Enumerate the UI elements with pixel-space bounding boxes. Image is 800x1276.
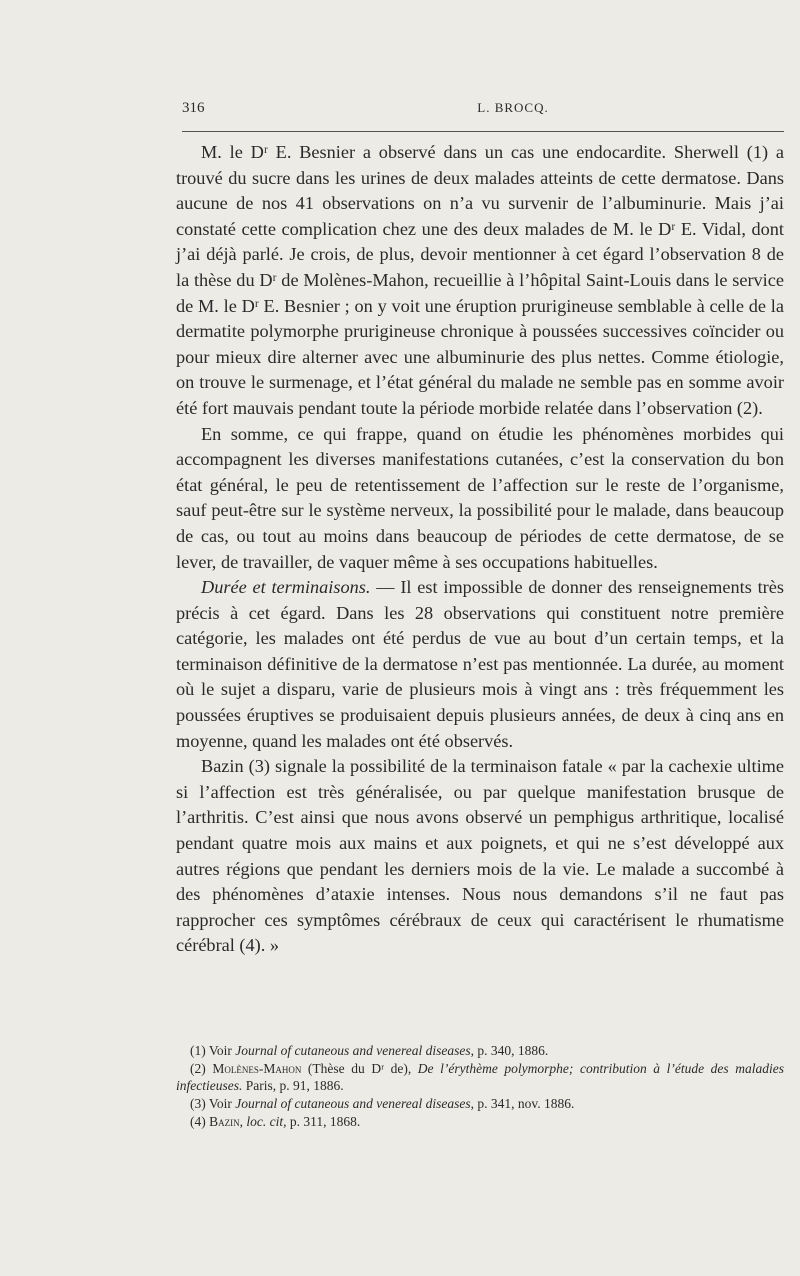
footnote-title: Journal of cutaneous and venereal diseases xyxy=(235,1096,471,1112)
body-text xyxy=(176,140,784,959)
footnote-suffix: , p. 340, 1886. xyxy=(470,1043,549,1058)
footnote-1 xyxy=(176,1042,784,1060)
footnotes xyxy=(176,1042,784,1131)
page-number: 316 xyxy=(182,100,205,116)
paragraph-summary: En somme, ce qui frappe, quand on étudie les phénomènes morbides qui accompagnent les diverses manifestations cutanées, c’est la conservation du bon état général, le peu de retentissement de l’affection sur le reste de l’organisme, sauf peut-être sur le système nerveux, la possibilité pour le malade, dans beaucoup de cas, ou tout au moins dans beaucoup de périodes de cette dermatose, de se lever, de travailler, de vaquer même à ses occupations habituelles. xyxy=(176,423,784,572)
footnote-title: De l’érythème polymorphe; contribution à l’étude des maladies infectieuses. xyxy=(176,1060,785,1094)
footnote-title: Journal of cutaneous and venereal diseases xyxy=(235,1043,471,1058)
header-rule xyxy=(182,131,784,132)
footnote-prefix: Voir xyxy=(208,1043,232,1058)
footnote-author: Molènes-Mahon xyxy=(212,1060,302,1076)
paragraph-bazin: Bazin (3) signale la possibilité de la terminaison fatale « par la cachexie ultime si l’affection est très généralisée, ou par quelque manifestation brusque de l’arthritis. C’est ainsi que nous avons observé un pemphigus arthritique, localisé pendant quatre mois aux mains et aux poignets, et qui ne s’est développé aux autres régions que pendant les derniers mois de la vie. Le malade a succombé à des phénomènes d’ataxie intenses. Nous nous demandons s’il ne faut pas rapprocher ces symptômes cérébraux de ceux qui caractérisent le rhumatisme cérébral (4). » xyxy=(176,756,784,956)
footnote-2 xyxy=(176,1060,784,1095)
footnote-number: (2) xyxy=(190,1060,206,1076)
section-heading: Durée et terminaisons. xyxy=(201,577,371,598)
footnote-number: (1) xyxy=(190,1043,206,1058)
footnote-suffix: Paris, p. 91, 1886. xyxy=(242,1078,344,1094)
footnote-number: (3) xyxy=(190,1096,206,1112)
footnote-3 xyxy=(176,1095,784,1113)
footnote-4 xyxy=(176,1113,784,1131)
footnote-middle: (Thèse du Dʳ de), xyxy=(301,1060,418,1076)
footnote-title: loc. cit, xyxy=(246,1113,287,1129)
footnote-number: (4) xyxy=(190,1113,206,1129)
footnote-suffix: , p. 341, nov. 1886. xyxy=(470,1096,575,1112)
footnote-middle: , xyxy=(239,1113,247,1129)
footnote-prefix: Voir xyxy=(208,1096,232,1112)
footnote-suffix: p. 311, 1868. xyxy=(286,1113,361,1129)
footnote-author: Bazin xyxy=(209,1113,240,1129)
running-head: L. BROCQ. xyxy=(477,100,549,115)
section-text: — Il est impossible de donner des renseignements très précis à cet égard. Dans les 28 observations qui constituent notre première catégorie, les malades ont été perdus de vue au bout d’un certain temps, et la terminaison définitive de la dermatose n’est pas mentionnée. La durée, au moment où le sujet a disparu, varie de plusieurs mois à vingt ans : très fréquemment les poussées éruptives se produisaient depuis plusieurs années, de deux à cinq ans en moyenne, quand les malades ont été observés. xyxy=(176,577,784,751)
paragraph-duration xyxy=(176,575,784,754)
page-header xyxy=(182,100,784,126)
paragraph-complications: M. le Dʳ E. Besnier a observé dans un cas une endocardite. Sherwell (1) a trouvé du sucre dans les urines de deux malades atteints de cette dermatose. Dans aucune de nos 41 observations on n’a vu survenir de l’albuminurie. Mais j’ai constaté cette complication chez une des deux malades de M. le Dʳ E. Vidal, dont j’ai déjà parlé. Je crois, de plus, devoir mentionner à cet égard l’observation 8 de la thèse du Dʳ de Molènes-Mahon, recueillie à l’hôpital Saint-Louis dans le service de M. le Dʳ E. Besnier ; on y voit une éruption prurigineuse semblable à celle de la dermatite polymorphe prurigineuse chronique à poussées successives coïncider ou pour mieux dire alterner avec une albuminurie des plus nettes. Comme étiologie, on trouve le surmenage, et l’état général du malade ne semble pas en somme avoir été fort mauvais pendant toute la période morbide relatée dans l’observation (2). xyxy=(176,142,784,418)
